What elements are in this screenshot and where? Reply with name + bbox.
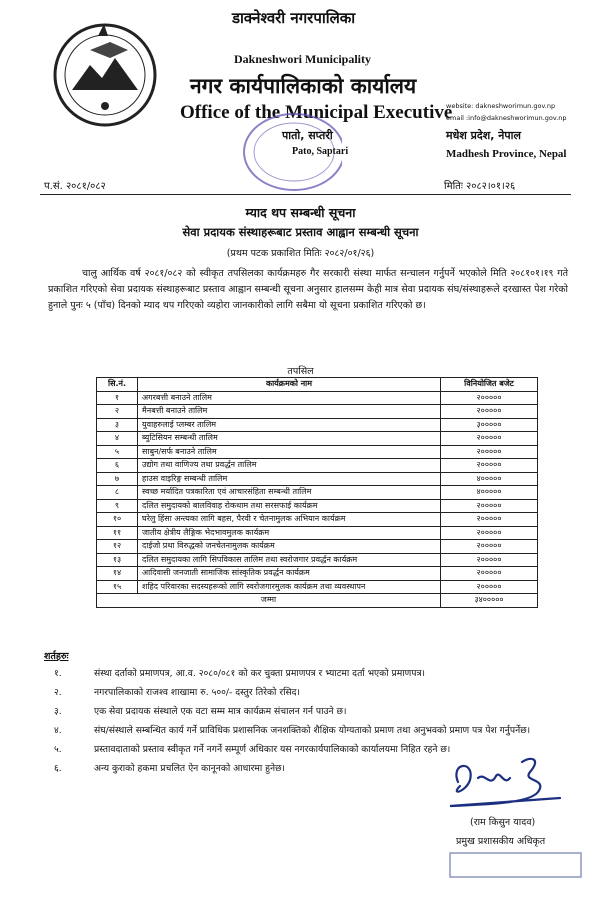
table-row: [97, 459, 538, 473]
row-sn: ७: [97, 472, 138, 486]
row-program-name: घरेलु हिंसा अन्त्यका लागि बहस, पैरवी र चेतनामुलक अभियान कार्यक्रम: [138, 513, 441, 527]
header-program-name: कार्यक्रमको नाम: [138, 378, 441, 392]
table-row: [97, 391, 538, 405]
province-english: Madhesh Province, Nepal: [446, 148, 567, 160]
notice-title: म्याद थप सम्बन्धी सूचना: [245, 205, 356, 220]
condition-text: नगरपालिकाको राजश्व शाखामा रु. ५००/- दस्तुर तिरेको रसिद।: [94, 687, 301, 698]
row-program-name: जातीय क्षेत्रीय लैङ्गिक भेदभावमुलक कार्यक्रम: [138, 526, 441, 540]
condition-number: १.: [54, 668, 62, 679]
table-header-row: [97, 378, 538, 392]
row-budget: २०००००: [441, 459, 538, 473]
table-row: [97, 486, 538, 500]
row-program-name: स्वच्छ मर्यादित पत्रकारिता एवं आचारसंहिता सम्बन्धी तालिम: [138, 486, 441, 500]
total-value: ३४०००००: [441, 594, 538, 608]
signatory-seal: [448, 850, 583, 880]
row-sn: २: [97, 405, 138, 419]
row-budget: २०००००: [441, 580, 538, 594]
condition-number: ३.: [54, 706, 62, 717]
municipality-name-nepali: डाक्नेश्वरी नगरपालिका: [232, 9, 356, 27]
row-sn: १४: [97, 567, 138, 581]
row-program-name: दलित समुदायका लागि सिपविकास तालिम तथा स्वरोजगार प्रवर्द्धन कार्यक्रम: [138, 553, 441, 567]
condition-number: ४.: [54, 725, 62, 736]
table-row: [97, 499, 538, 513]
row-sn: ८: [97, 486, 138, 500]
row-program-name: उद्योग तथा वाणिज्य तथा प्रवर्द्धन तालिम: [138, 459, 441, 473]
condition-text: एक सेवा प्रदायक संस्थाले एक वटा सम्म मात्र कार्यक्रम संचालन गर्न पाउने छ।: [94, 706, 347, 717]
row-budget: २०००००: [441, 540, 538, 554]
condition-item: [54, 721, 574, 740]
location-nepali: पातो, सप्तरी: [282, 129, 333, 142]
email-text: email :info@dakneshworimun.gov.np: [446, 114, 567, 122]
row-sn: १५: [97, 580, 138, 594]
signatory-title: प्रमुख प्रशासकीय अधिकृत: [456, 836, 546, 847]
table-body: [97, 391, 538, 594]
condition-item: [54, 683, 574, 702]
table-row: [97, 580, 538, 594]
row-program-name: युवाहरुलाई प्लम्बर तालिम: [138, 418, 441, 432]
table-row: [97, 553, 538, 567]
row-sn: ४: [97, 432, 138, 446]
location-english: Pato, Saptari: [292, 146, 349, 157]
row-budget: ४०००००: [441, 472, 538, 486]
notice-subtitle: सेवा प्रदायक संस्थाहरूबाट प्रस्ताव आह्वान सम्बन्धी सूचना: [182, 225, 419, 239]
letter-date: मितिः २०८२।०१।२६: [444, 181, 516, 192]
notice-body: चालु आर्थिक वर्ष २०८१/०८२ को स्वीकृत तपसिलका कार्यक्रमहरु गैर सरकारी संस्था मार्फत सन्चालन गर्नुपर्ने भएकोले मिति २०८१०१।१९ गते प्रकाशित गरिएको सेवा प्रदायक संस्थाहरूबाट प्रस्ताव आह्वान सम्बन्धी सूचना अनुसार हालसम्म केही मात्र सेवा प्रदायक संघ/संस्थाहरूले दरखास्त पेश गरेको हुनाले पुनः ५ (पाँच) दिनको म्याद थप गरिएको व्यहोरा जानकारीको लागि सबैमा यो सूचना प्रकाशित गरिएको छ।: [48, 268, 568, 311]
condition-text: प्रस्तावदाताको प्रस्ताव स्वीकृत गर्ने नगर्ने सम्पूर्ण अधिकार यस नगरकार्यपालिकाको कार्यालयमा निहित रहने छ।: [94, 744, 451, 755]
table-total-row: [97, 594, 538, 608]
table-row: [97, 418, 538, 432]
row-program-name: हाउस वाइरिङ्ग सम्बन्धी तालिम: [138, 472, 441, 486]
row-program-name: आदिवासी जनजाती सामाजिक सांस्कृतिक प्रवर्द्धन कार्यक्रम: [138, 567, 441, 581]
condition-number: ५.: [54, 744, 62, 755]
row-program-name: शहिद परिवारका सदस्यहरूको लागि स्वरोजगारमुलक कार्यक्रम तथा व्यवस्थापन: [138, 580, 441, 594]
office-name-nepali: नगर कार्यपालिकाको कार्यालय: [190, 74, 417, 98]
row-budget: २०००००: [441, 499, 538, 513]
row-budget: २०००००: [441, 553, 538, 567]
signature: [430, 752, 580, 812]
row-program-name: ब्युटिसियन सम्बन्धी तालिम: [138, 432, 441, 446]
row-budget: २०००००: [441, 567, 538, 581]
row-sn: १२: [97, 540, 138, 554]
header-divider: [40, 194, 571, 195]
municipality-logo: [50, 20, 160, 130]
row-budget: ४०००००: [441, 486, 538, 500]
condition-text: संस्था दर्ताको प्रमाणपत्र, आ.व. २०८०/०८१ को कर चुक्ता प्रमाणपत्र र भ्याटमा दर्ता भएको प्रमाणपत्र।: [94, 668, 426, 679]
header-sn: सि.नं.: [97, 378, 138, 392]
table-row: [97, 432, 538, 446]
total-label: जम्मा: [97, 594, 441, 608]
row-budget: २०००००: [441, 405, 538, 419]
row-program-name: साबुन/सर्फ बनाउने तालिम: [138, 445, 441, 459]
row-sn: ९: [97, 499, 138, 513]
table-row: [97, 513, 538, 527]
table-row: [97, 540, 538, 554]
signatory-name: (राम किसुन यादव): [470, 817, 536, 828]
row-sn: ३: [97, 418, 138, 432]
conditions-title: शर्तहरुः: [44, 651, 69, 662]
header-budget: विनियोजित बजेट: [441, 378, 538, 392]
row-program-name: मैनबत्ती बनाउने तालिम: [138, 405, 441, 419]
program-table: [96, 377, 538, 608]
row-program-name: अगरबत्ती बनाउने तालिम: [138, 391, 441, 405]
row-sn: १०: [97, 513, 138, 527]
row-budget: २०००००: [441, 391, 538, 405]
office-name-english: Office of the Municipal Executive: [180, 102, 453, 123]
row-program-name: दलित समुदायको बालविवाह रोकथाम तथा सरसफाई कार्यक्रम: [138, 499, 441, 513]
website-text: website: dakneshworimun.gov.np: [446, 102, 556, 110]
row-budget: २०००००: [441, 526, 538, 540]
row-sn: ११: [97, 526, 138, 540]
table-row: [97, 472, 538, 486]
row-budget: २०००००: [441, 513, 538, 527]
table-row: [97, 526, 538, 540]
table-row: [97, 405, 538, 419]
row-budget: २०००००: [441, 432, 538, 446]
condition-number: ६.: [54, 763, 62, 774]
condition-text: संघ/संस्थाले सम्बन्धित कार्य गर्ने प्राविधिक प्रशासनिक जनशक्तिको शैक्षिक योग्यताको प्रमाण तथा अनुभवको प्रमाण पत्र पेश गर्नुपर्नेछ।: [94, 725, 531, 736]
table-label: तपसिल: [287, 366, 314, 377]
row-program-name: दाईजो प्रथा विरुद्धको जनचेतनामुलक कार्यक्रम: [138, 540, 441, 554]
table-row: [97, 445, 538, 459]
province-nepali: मधेश प्रदेश, नेपाल: [446, 129, 521, 142]
condition-text: अन्य कुराको हकमा प्रचलित ऐन कानूनको आधारमा हुनेछ।: [94, 763, 286, 774]
row-budget: ३०००००: [441, 418, 538, 432]
contact-info: [446, 100, 567, 124]
row-sn: १३: [97, 553, 138, 567]
row-sn: ५: [97, 445, 138, 459]
condition-number: २.: [54, 687, 62, 698]
row-budget: २०००००: [441, 445, 538, 459]
reference-number: प.सं. २०८१/०८२: [44, 181, 106, 192]
table-row: [97, 567, 538, 581]
publish-note: (प्रथम पटक प्रकाशित मितिः २०८२/०१/२६): [226, 248, 375, 259]
row-sn: १: [97, 391, 138, 405]
condition-item: [54, 664, 574, 683]
row-sn: ६: [97, 459, 138, 473]
municipality-name-english: Dakneshwori Municipality: [234, 52, 372, 66]
condition-item: [54, 702, 574, 721]
